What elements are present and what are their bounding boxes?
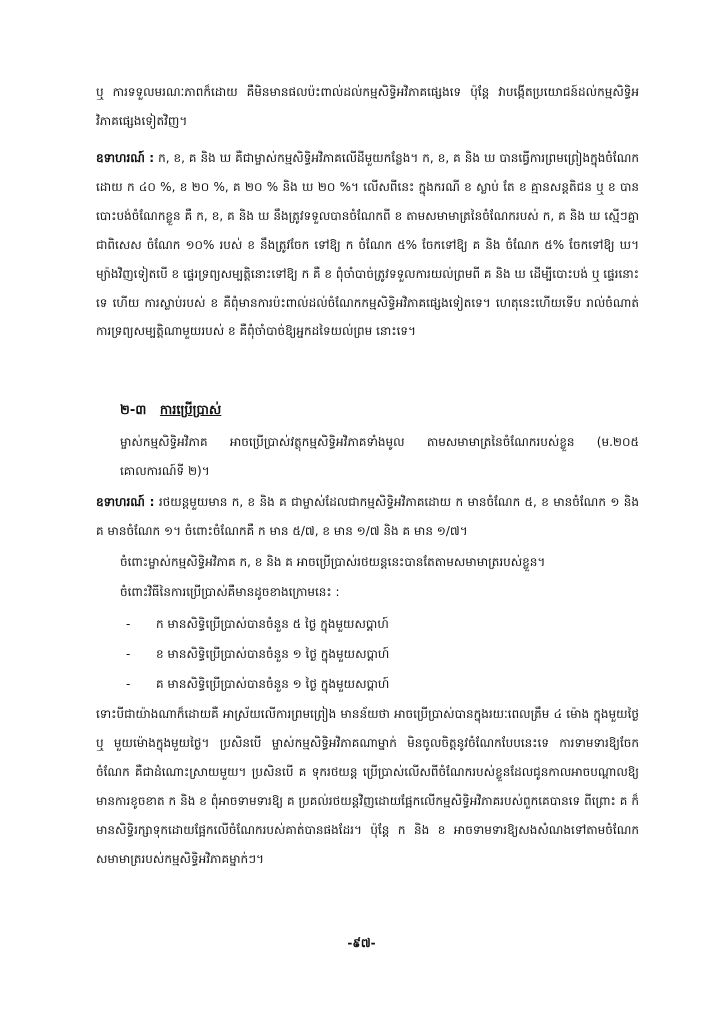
method-line: ចំពោះវិធីនៃការប្រើប្រាស់គឺមានដូចខាងក្រោមនេះ :: [120, 585, 340, 599]
section-number: ២-៣: [120, 403, 147, 418]
example-2-paragraph: [96, 488, 639, 546]
list-item: [126, 614, 389, 634]
example-2-text: រថយន្តមួយមាន ក, ខ និង គ ជាម្ចាស់ដែលជាកម្មសិទ្ធិអវិភាគដោយ ក មានចំណែក ៥, ខ មានចំណែក ១ និង គ មានចំណែក ១។ ចំពោះចំណែកគឺ ក មាន ៥/៧, ខ មាន ១/៧ និង គ មាន ១/៧។: [96, 495, 639, 538]
bullet-dash: -: [126, 647, 131, 661]
example-1-text: ក, ខ, គ និង ឃ គឺជាម្ចាស់កម្មសិទ្ធិអវិភាគលើដីមួយកន្លែង។ ក, ខ, គ និង ឃ បានធ្វើការព្រមព្រៀងក្នុងចំណែកដោយ ក ៤០ %, ខ ២០ %, គ ២០ % និង ឃ ២០ %។ លើសពីនេះ ក្នុងករណី ខ ស្លាប់ តែ ខ គ្មានសន្តតិជន ឬ ខ បានបោះបង់ចំណែកខ្លួន គឺ ក, ខ, គ និង ឃ នឹងត្រូវទទួលបានចំណែកពី ខ តាមសមាមាត្រនៃចំណែករបស់ ក, គ និង ឃ ស្មើៗគ្នា ជាពិសេស ចំណែក ១០% របស់ ខ នឹងត្រូវចែក ទៅឱ្យ ក ចំណែក ៥% ចែកទៅឱ្យ គ និង ចំណែក ៥% ចែកទៅឱ្យ ឃ។ ម្យ៉ាងវិញទៀតបើ ខ ផ្ទេរទ្រព្យសម្បត្តិនោះទៅឱ្យ ក គឺ ខ ពុំចាំបាច់ត្រូវទទួលការយល់ព្រមពី គ និង ឃ ដើម្បីបោះបង់ ឬ ផ្ទេរនោះទេ ហើយ ការស្លាប់របស់ ខ គឺពុំមានការប៉ះពាល់ដល់ចំណែកកម្មសិទ្ធិអវិភាគផ្សេងទៀតទេ។ ហេតុនេះហើយទើប រាល់ចំណាត់ការទ្រព្យសម្បត្តិណាមួយរបស់ ខ គឺពុំចាំបាច់ឱ្យអ្នកដទៃយល់ព្រម នោះទេ។: [96, 151, 639, 339]
section-heading: [120, 402, 221, 421]
intro-paragraph: ឬ ការទទួលមរណៈភាពក៏ដោយ គឺមិនមានផលប៉ះពាល់ដល់កម្មសិទ្ធិអវិភាគផ្សេងទេ ប៉ុន្តែ វាបង្កើតប្រយោជន៍ដល់កម្មសិទ្ធិអវិភាគផ្សេងទៀតវិញ។: [96, 85, 639, 128]
example-1-label: ឧទាហរណ៍ :: [96, 151, 155, 165]
bullet-text: ខ មានសិទ្ធិប្រើប្រាស់បានចំនួន ១ ថ្ងៃ ក្នុងមួយសប្តាហ៍: [156, 647, 390, 661]
usage-paragraph: ម្ចាស់កម្មសិទ្ធិអវិភាគ អាចប្រើប្រាស់វត្ថុកម្មសិទ្ធិអវិភាគទាំងមូល តាមសមាមាត្រនៃចំណែករបស់ខ្លួន (ម.២០៥ គោលការណ៍ទី ២)។: [120, 435, 639, 478]
bullet-text: គ មានសិទ្ធិប្រើប្រាស់បានចំនួន ១ ថ្ងៃ ក្នុងមួយសប្តាហ៍: [156, 677, 390, 691]
bullet-dash: -: [126, 617, 131, 631]
page-number: -៩៧-: [347, 936, 376, 950]
example-2-label: ឧទាហរណ៍ :: [96, 495, 155, 509]
rights-line: ចំពោះម្ចាស់កម្មសិទ្ធិអវិភាគ ក, ខ និង គ អាចប្រើប្រាស់រថយន្តនេះបានតែតាមសមាមាត្ររបស់ខ្លួន។: [120, 555, 546, 569]
list-item: [126, 674, 389, 694]
closing-paragraph: ទោះបីជាយ៉ាងណាក៏ដោយគឺ អាស្រ័យលើការព្រមព្រៀង មានន័យថា អាចប្រើប្រាស់បានក្នុងរយៈពេលត្រឹម ៤ ម៉ោង ក្នុងមួយថ្ងៃ ឬ មួយម៉ោងក្នុងមួយថ្ងៃ។ ប្រសិនបើ ម្ចាស់កម្មសិទ្ធិអវិភាគណាម្នាក់ មិនចូលចិត្តនូវចំណែកបែបនេះទេ ការទាមទារឱ្យចែកចំណែក គឺជាដំណោះស្រាយមួយ។ ប្រសិនបើ គ ទុករថយន្ត ប្រើប្រាស់លើសពីចំណែករបស់ខ្លួនដែលជូនកាលអាចបណ្តាលឱ្យមានការខូចខាត ក និង ខ ពុំអាចទាមទារឱ្យ គ ប្រគល់រថយន្តវិញដោយផ្អែកលើកម្មសិទ្ធិអវិភាគរបស់ពួកគេបានទេ ពីព្រោះ គ ក៏មានសិទ្ធិរក្សាទុកដោយផ្អែកលើចំណែករបស់គាត់បានផងដែរ។ ប៉ុន្តែ ក និង ខ អាចទាមទារឱ្យសងសំណងទៅតាមចំណែកសមាមាត្ររបស់កម្មសិទ្ធិអវិភាគម្នាក់ៗ។: [96, 707, 639, 866]
section-title: ការប្រើប្រាស់: [159, 403, 222, 418]
example-1-paragraph: [96, 144, 639, 384]
bullet-text: ក មានសិទ្ធិប្រើប្រាស់បានចំនួន ៥ ថ្ងៃ ក្នុងមួយសប្តាហ៍: [156, 617, 389, 631]
list-item: [126, 644, 389, 664]
bullet-dash: -: [126, 677, 131, 691]
